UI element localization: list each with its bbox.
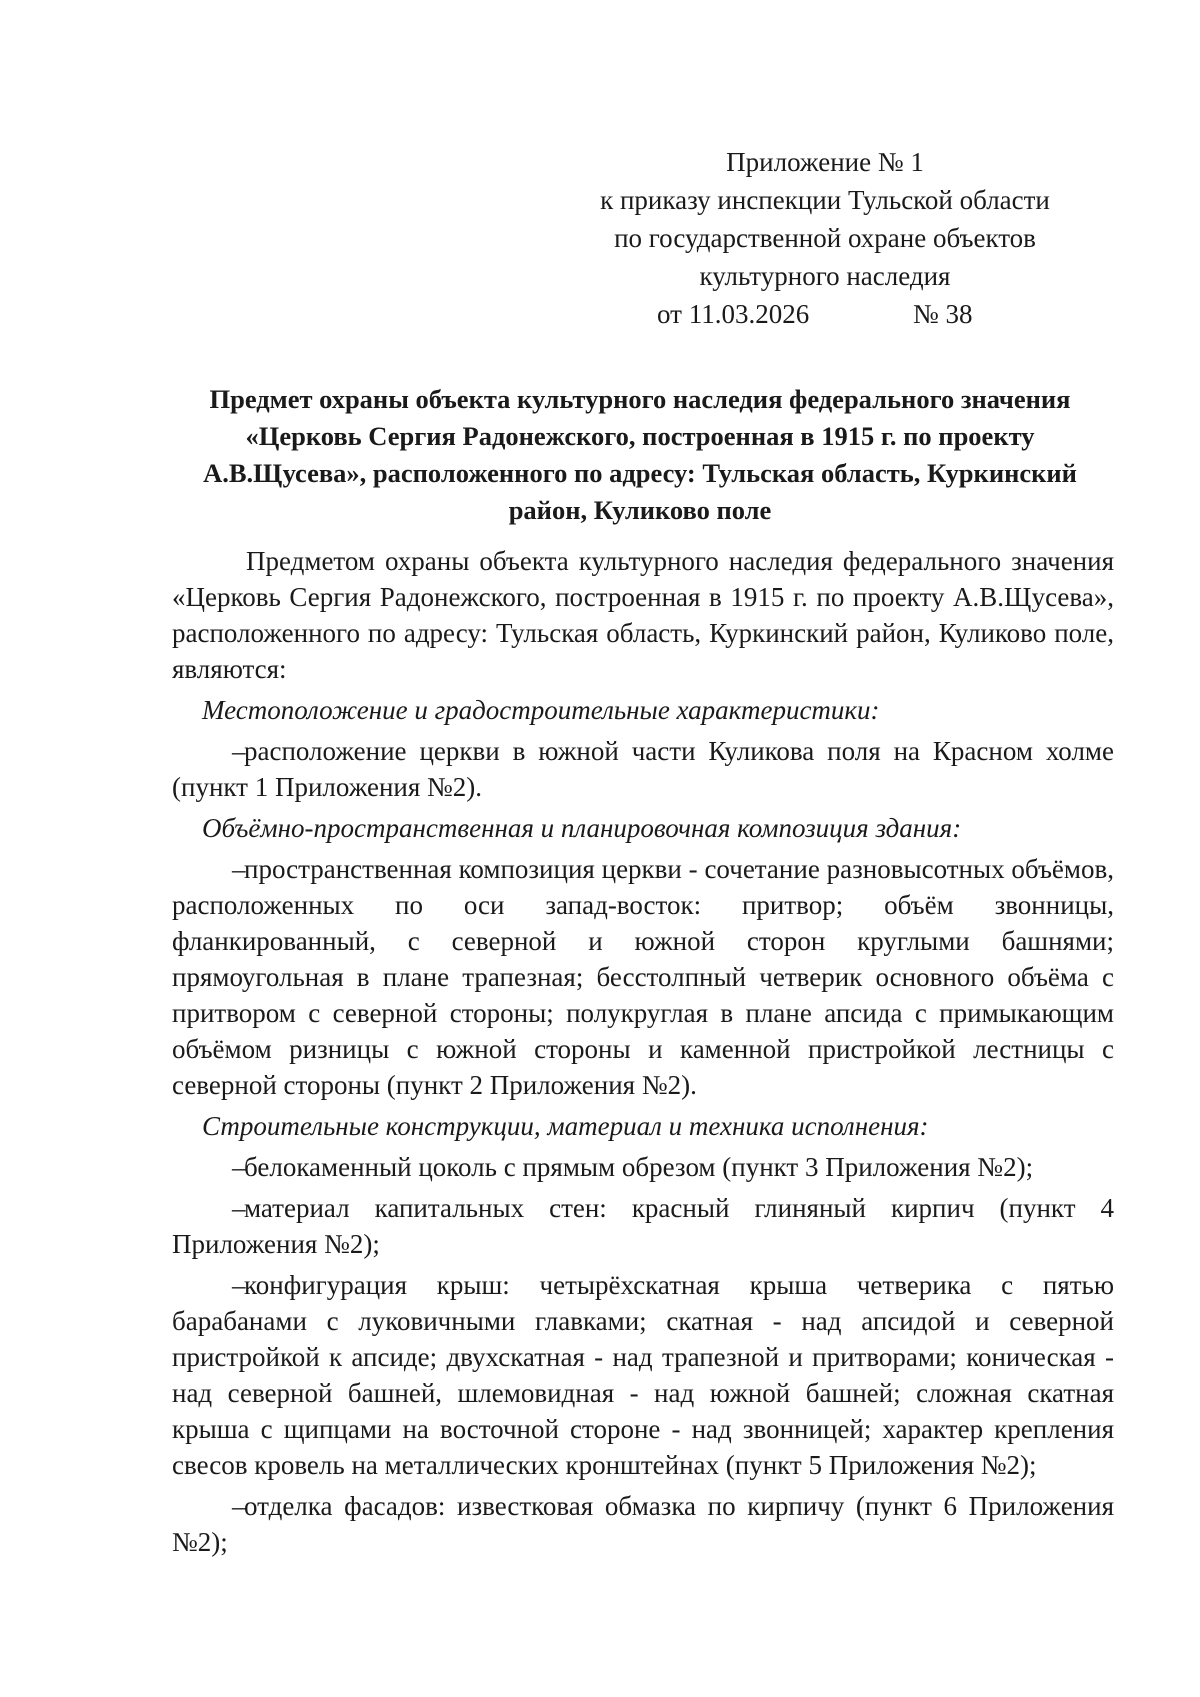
list-item bbox=[172, 733, 1114, 805]
dash-bullet: – bbox=[232, 736, 246, 766]
appendix-date-number-line bbox=[560, 295, 1090, 333]
dash-bullet: – bbox=[232, 1270, 246, 1300]
appendix-authority-line: по государственной охране объектов bbox=[614, 223, 1036, 253]
dash-bullet: – bbox=[232, 1491, 246, 1521]
title-line-1: Предмет охраны объекта культурного наследия федерального значения bbox=[209, 384, 1071, 414]
document-body bbox=[172, 543, 1114, 1565]
list-item-text: материал капитальных стен: красный глиняный кирпич (пункт 4 Приложения №2); bbox=[172, 1193, 1114, 1259]
list-item-text: пространственная композиция церкви - сочетание разновысотных объёмов, расположенных по оси запад-восток: притвор; объём звонницы, фланкированный, с северной и южной сторон круглыми башнями; прямоугольная в плане трапезная; бесстолпный четверик основного объёма с притвором с северной стороны; полукруглая в плане апсида с примыкающим объёмом ризницы с южной стороны и каменной пристройкой лестницы с северной стороны (пункт 2 Приложения №2). bbox=[172, 854, 1114, 1100]
list-item-text: конфигурация крыш: четырёхскатная крыша четверика с пятью барабанами с луковичными главками; скатная - над апсидой и северной пристройкой к апсиде; двухскатная - над трапезной и притворами; коническая - над северной башней, шлемовидная - над южной башней; сложная скатная крыша с щипцами на восточной стороне - над звонницей; характер крепления свесов кровель на металлических кронштейнах (пункт 5 Приложения №2); bbox=[172, 1270, 1114, 1480]
list-item-text: расположение церкви в южной части Куликова поля на Красном холме (пункт 1 Приложения №2). bbox=[172, 736, 1114, 802]
appendix-header bbox=[560, 143, 1090, 333]
appendix-order-reference: к приказу инспекции Тульской области bbox=[600, 185, 1050, 215]
dash-bullet: – bbox=[232, 1152, 246, 1182]
title-line-4: район, Куликово поле bbox=[508, 495, 772, 525]
dash-bullet: – bbox=[232, 854, 246, 884]
dash-bullet: – bbox=[232, 1193, 246, 1223]
order-date: от 11.03.2026 bbox=[657, 299, 810, 329]
title-line-3: А.В.Щусева», расположенного по адресу: Тульская область, Куркинский bbox=[203, 458, 1077, 488]
section-heading-construction: Строительные конструкции, материал и техника исполнения: bbox=[202, 1111, 929, 1141]
list-item-text: белокаменный цоколь с прямым обрезом (пункт 3 Приложения №2); bbox=[244, 1152, 1034, 1182]
appendix-title: Приложение № 1 bbox=[726, 147, 924, 177]
list-item bbox=[172, 1149, 1114, 1185]
list-item bbox=[172, 1488, 1114, 1560]
section-heading-composition: Объёмно-пространственная и планировочная композиция здания: bbox=[202, 813, 962, 843]
list-item bbox=[172, 1267, 1114, 1483]
list-item bbox=[172, 1190, 1114, 1262]
document-title bbox=[168, 381, 1112, 529]
list-item-text: отделка фасадов: известковая обмазка по кирпичу (пункт 6 Приложения №2); bbox=[172, 1491, 1114, 1557]
section-heading-location: Местоположение и градостроительные характеристики: bbox=[202, 695, 880, 725]
list-item bbox=[172, 851, 1114, 1103]
title-line-2: «Церковь Сергия Радонежского, построенная в 1915 г. по проекту bbox=[245, 421, 1035, 451]
appendix-heritage-line: культурного наследия bbox=[699, 261, 951, 291]
order-number: № 38 bbox=[913, 299, 973, 329]
intro-paragraph: Предметом охраны объекта культурного наследия федерального значения «Церковь Сергия Радонежского, построенная в 1915 г. по проекту А.В.Щусева», расположенного по адресу: Тульская область, Куркинский район, Куликово поле, являются: bbox=[172, 546, 1114, 684]
